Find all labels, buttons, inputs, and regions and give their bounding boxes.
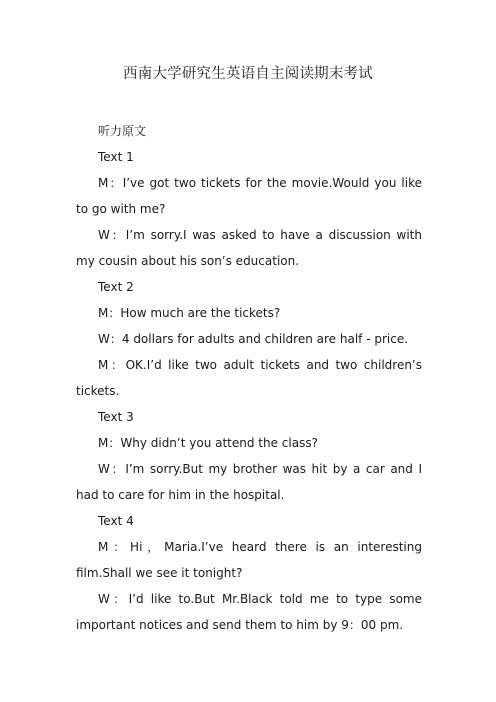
dialogue-line: W：I’m sorry.I was asked to have a discussion with my cousin about his son’s education. xyxy=(76,228,422,268)
dialogue-line: W：I’d like to.But Mr.Black told me to type some important notices and send them to him by 9：00 pm. xyxy=(76,592,422,632)
dialogue-line: M：Why didn’t you attend the class? xyxy=(98,436,318,450)
dialogue-line: M：OK.I’d like two adult tickets and two children’s tickets. xyxy=(76,358,422,398)
document-body xyxy=(76,118,422,638)
text-label-1: Text 1 xyxy=(98,150,134,164)
dialogue-line: M：Hi，Maria.I’ve heard there is an interesting film.Shall we see it tonight? xyxy=(76,540,422,580)
text-label-4: Text 4 xyxy=(98,514,134,528)
text-label-3: Text 3 xyxy=(98,410,134,424)
section-heading: 听力原文 xyxy=(98,124,147,138)
dialogue-line: W：4 dollars for adults and children are half - price. xyxy=(98,332,409,346)
dialogue-line: M：How much are the tickets? xyxy=(98,306,281,320)
dialogue-line: M：I’ve got two tickets for the movie.Would you like to go with me? xyxy=(76,176,422,216)
document-title: 西南大学研究生英语自主阅读期末考试 xyxy=(123,66,373,82)
text-label-2: Text 2 xyxy=(98,280,134,294)
dialogue-line: W：I’m sorry.But my brother was hit by a car and I had to care for him in the hospital. xyxy=(76,462,422,502)
